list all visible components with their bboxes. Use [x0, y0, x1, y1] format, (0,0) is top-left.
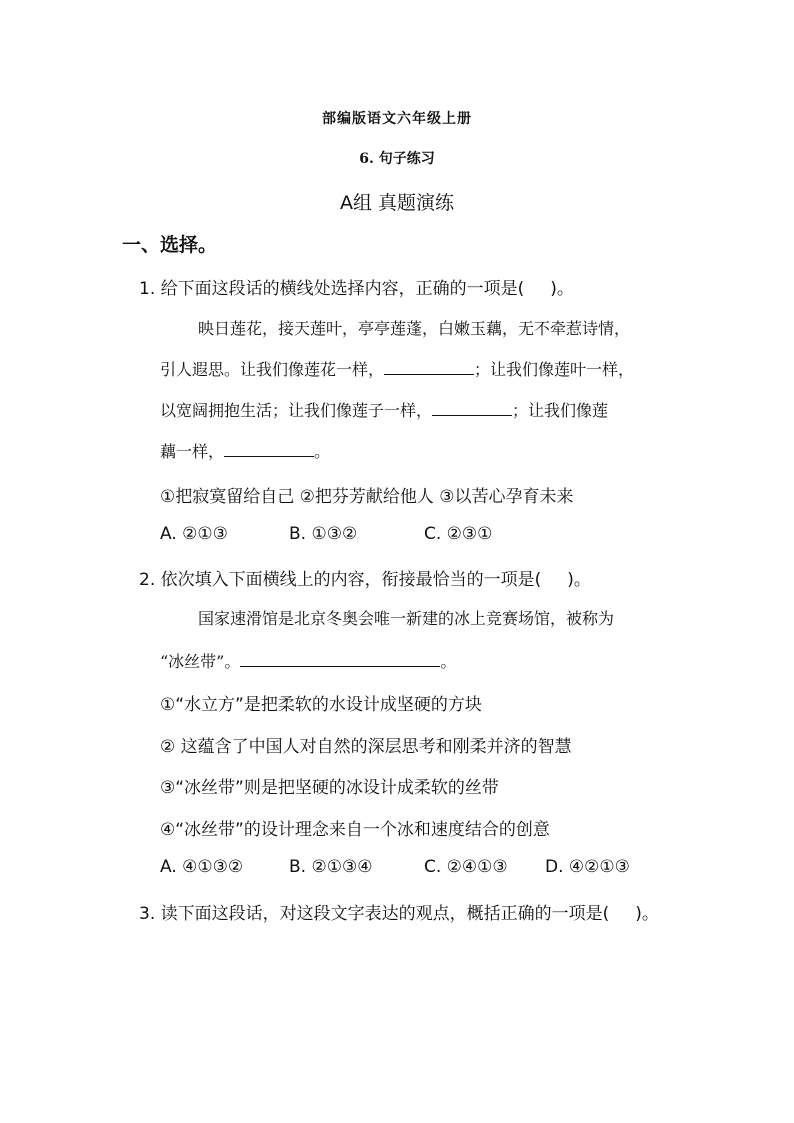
section-title: 一、选择。 [122, 234, 218, 256]
question-stem: 给下面这段话的横线处选择内容，正确的一项是( [160, 279, 525, 299]
choice-items: ①把寂寞留给自己 ②把芬芳献给他人 ③以苦心孕育未来 [160, 487, 574, 507]
choice-item: ④“冰丝带”的设计理念来自一个冰和速度结合的创意 [160, 820, 550, 840]
question-number: 2. [139, 570, 156, 590]
question-number: 3. [139, 904, 156, 924]
fill-blank[interactable] [384, 360, 474, 375]
question-2: 2. 依次填入下面横线上的内容，衔接最恰当的一项是( )。 [139, 570, 591, 590]
fill-blank[interactable] [432, 401, 512, 416]
option-a[interactable]: A. ②①③ [160, 524, 228, 544]
option-c[interactable]: C. ②③① [424, 524, 493, 544]
passage-line: 藕一样， 。 [160, 442, 331, 461]
question-number: 1. [139, 279, 156, 299]
question-3: 3. 读下面这段话，对这段文字表达的观点，概括正确的一项是( )。 [139, 904, 659, 924]
fill-blank[interactable] [240, 652, 440, 667]
choice-item: ② 这蕴含了中国人对自然的深层思考和刚柔并济的智慧 [160, 737, 572, 757]
book-title: 部编版语文六年级上册 [322, 111, 472, 127]
passage-line: 以宽阔拥抱生活；让我们像莲子一样， ；让我们像莲 [160, 401, 609, 420]
question-1: 1. 给下面这段话的横线处选择内容，正确的一项是( )。 [139, 279, 574, 299]
option-a[interactable]: A. ④①③② [160, 857, 244, 877]
passage-line: 映日莲花，接天莲叶，亭亭莲蓬，白嫩玉藕，无不牵惹诗情， [198, 319, 631, 338]
option-d[interactable]: D. ④②①③ [545, 857, 630, 877]
passage-line: “冰丝带”。 。 [160, 652, 457, 671]
question-stem: 读下面这段话，对这段文字表达的观点，概括正确的一项是( [160, 904, 610, 924]
choice-item: ③“冰丝带”则是把坚硬的冰设计成柔软的丝带 [160, 778, 499, 798]
question-stem: 依次填入下面横线上的内容，衔接最恰当的一项是( [160, 570, 542, 590]
fill-blank[interactable] [224, 442, 314, 457]
group-title: A组 真题演练 [339, 192, 455, 214]
option-b[interactable]: B. ②①③④ [289, 857, 373, 877]
unit-title: 6. 句子练习 [359, 151, 435, 167]
option-c[interactable]: C. ②④①③ [424, 857, 508, 877]
passage-line: 国家速滑馆是北京冬奥会唯一新建的冰上竞赛场馆，被称为 [198, 609, 615, 628]
choice-item: ①“水立方”是把柔软的水设计成坚硬的方块 [160, 695, 482, 715]
option-b[interactable]: B. ①③② [289, 524, 358, 544]
passage-line: 引人遐思。让我们像莲花一样， ；让我们像莲叶一样， [160, 360, 635, 379]
